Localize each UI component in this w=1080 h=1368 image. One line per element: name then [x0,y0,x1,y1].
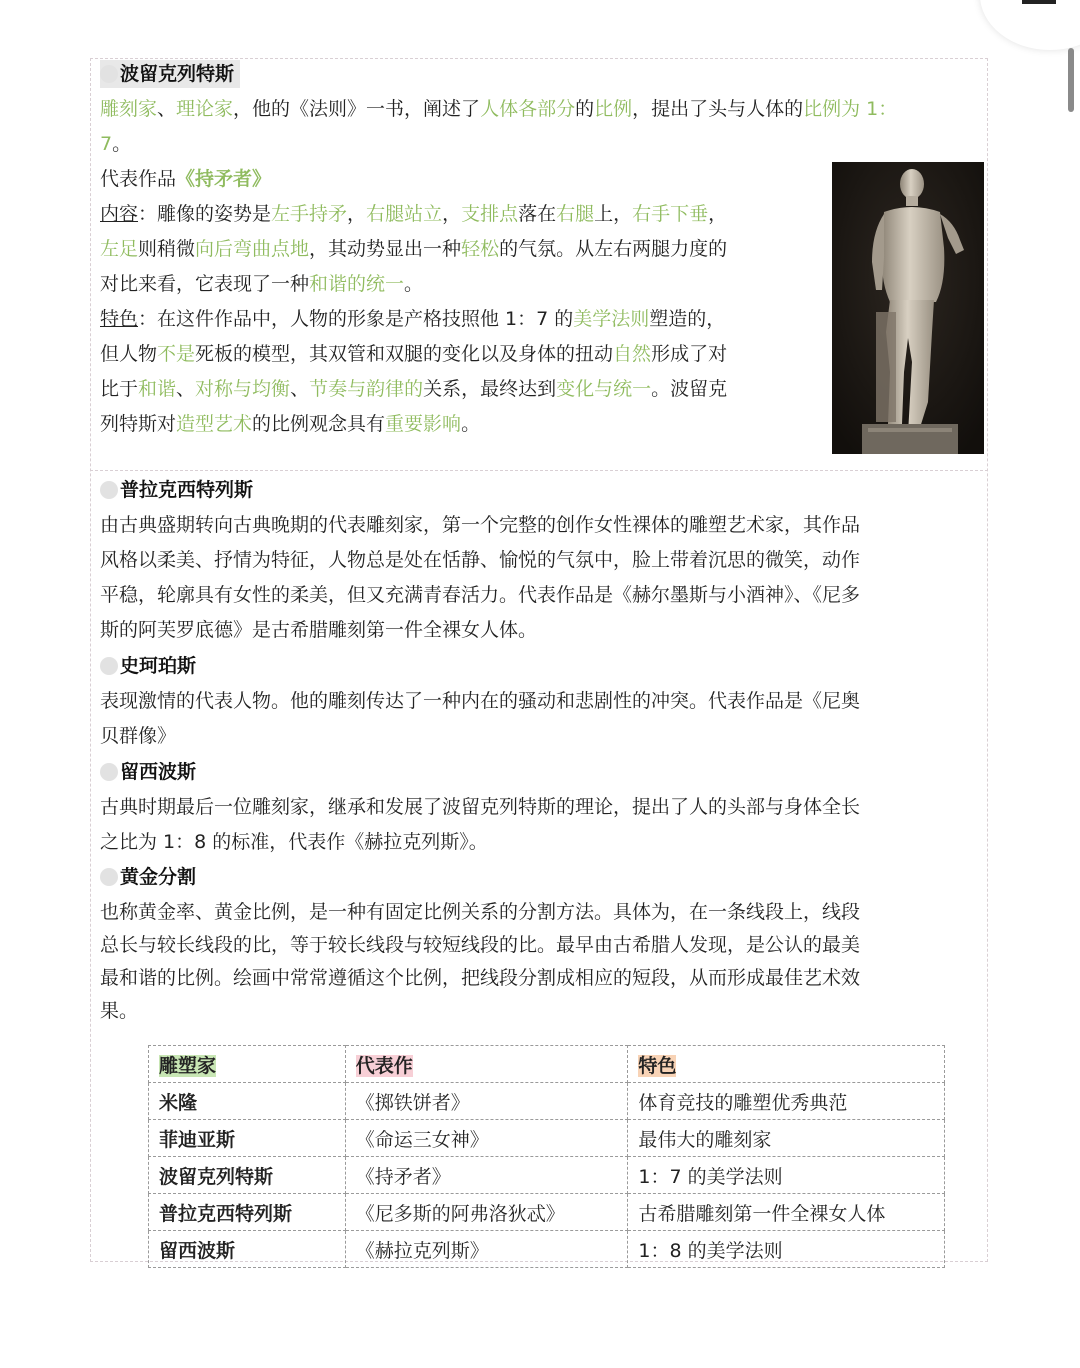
scrollbar[interactable] [1068,48,1074,112]
highlight-text: 支排点 [461,203,519,225]
highlight-text: 美学法则 [573,308,650,330]
highlight-text: 雕刻家 [100,98,158,120]
text: 代表作品 [100,168,177,190]
menu-bar-icon[interactable] [1022,0,1056,4]
cell-feature: 古希腊雕刻第一件全裸女人体 [628,1194,945,1231]
text-line: 平稳，轮廓具有女性的柔美，但又充满青春活力。代表作品是《赫尔墨斯与小酒神》、《尼多 [100,584,861,606]
text: 。 [461,413,481,435]
header-text: 雕塑家 [159,1054,217,1077]
text: 落在 [518,203,557,225]
highlight-text: 7 [100,133,113,155]
table-row [149,1120,945,1157]
highlight-text: 理论家 [176,98,234,120]
cell-feature: 1：7 的美学法则 [628,1157,945,1194]
text: 。 [404,273,424,295]
cell-work: 《持矛者》 [345,1157,628,1194]
text: 塑造的， [649,308,726,330]
highlight-text: 轻松 [461,238,500,260]
polykleitos-body [100,162,825,442]
text: ， [708,203,728,225]
text: ，其动势显出一种 [309,238,462,260]
corner-badge [980,0,1080,50]
text: 、 [290,378,310,400]
cell-sculptor: 米隆 [149,1083,346,1120]
text-line: 风格以柔美、抒情为特征，人物总是处在恬静、愉悦的气氛中，脸上带着沉思的微笑，动作 [100,549,861,571]
text: 的 [575,98,595,120]
work-title: 《持矛者》 [176,168,272,190]
highlight-text: 节奏与韵律的 [309,378,424,400]
content-paragraph [100,197,825,302]
highlight-text: 对称与均衡 [195,378,291,400]
bullet-icon [100,763,118,781]
text-line: 斯的阿芙罗底德》是古希腊雕刻第一件全裸女人体。 [100,619,538,641]
bullet-icon [100,657,118,675]
text: 比于 [100,378,139,400]
table-row [149,1157,945,1194]
highlight-text: 造型艺术 [176,413,253,435]
text: 死板的模型，其双管和双腿的变化以及身体的扭动 [195,343,614,365]
cell-sculptor: 菲迪亚斯 [149,1120,346,1157]
text: ：雕像的姿势是 [138,203,272,225]
text: 但人物 [100,343,158,365]
text: 。波留克 [651,378,728,400]
text: 对比来看，它表现了一种 [100,273,310,295]
cell-feature: 最伟大的雕刻家 [628,1120,945,1157]
section-divider [90,470,988,471]
cell-work: 《尼多斯的阿弗洛狄忒》 [345,1194,628,1231]
header-work [345,1046,628,1083]
text-line: 贝群像》 [100,725,177,747]
heading-text: 波留克列特斯 [120,63,235,85]
text-line: 之比为 1：8 的标准，代表作《赫拉克列斯》。 [100,831,488,853]
heading-text: 普拉克西特列斯 [120,479,254,501]
text: ， [442,203,462,225]
table-header-row [149,1046,945,1083]
table-row [149,1083,945,1120]
bullet-icon [100,65,118,83]
golden-ratio-paragraph [100,896,980,1028]
praxiteles-paragraph [100,508,980,648]
highlight-text: 人体各部分 [480,98,576,120]
cell-feature: 1：8 的美学法则 [628,1231,945,1268]
highlight-text: 右腿 [556,203,595,225]
highlight-text: 和谐的统一 [309,273,405,295]
feature-label: 特色 [100,308,139,330]
text-line: 果。 [100,1000,139,1022]
highlight-text: 和谐 [138,378,177,400]
cell-work: 《赫拉克列斯》 [345,1231,628,1268]
text: ， [347,203,367,225]
heading-polykleitos [100,60,240,88]
polykleitos-intro [100,92,980,162]
text-line: 由古典盛期转向古典晚期的代表雕刻家，第一个完整的创作女性裸体的雕塑艺术家，其作品 [100,514,861,536]
text: 、 [157,98,177,120]
text: 、 [176,378,196,400]
scopas-paragraph [100,684,980,754]
highlight-text: 比例 [594,98,633,120]
text: 的气氛。从左右两腿力度的 [499,238,728,260]
heading-scopas [100,652,196,680]
highlight-text: 右手下垂 [632,203,709,225]
heading-text: 黄金分割 [120,866,197,888]
header-text: 代表作 [355,1054,413,1077]
text: 。 [112,133,132,155]
text: 则稍微 [138,238,196,260]
highlight-text: 不是 [157,343,196,365]
cell-sculptor: 波留克列特斯 [149,1157,346,1194]
sculptor-table [148,1045,945,1268]
header-sculptor [149,1046,346,1083]
doryphoros-statue-image [832,162,984,454]
highlight-text: 比例为 1： [803,98,898,120]
heading-golden-ratio [100,863,196,891]
text: 关系，最终达到 [423,378,557,400]
bullet-icon [100,868,118,886]
text: 形成了对 [651,343,728,365]
work-line [100,162,825,197]
text: ，他的《法则》一书，阐述了 [233,98,481,120]
text: 的比例观念具有 [252,413,386,435]
cell-sculptor: 普拉克西特列斯 [149,1194,346,1231]
table-row [149,1231,945,1268]
content-label: 内容 [100,203,139,225]
highlight-text: 右腿站立 [366,203,443,225]
text-line: 总长与较长线段的比，等于较长线段与较短线段的比。最早由古希腊人发现，是公认的最美 [100,934,861,956]
text: ，提出了头与人体的 [632,98,804,120]
highlight-text: 变化与统一 [556,378,652,400]
highlight-text: 重要影响 [385,413,462,435]
heading-text: 留西波斯 [120,761,197,783]
cell-work: 《掷铁饼者》 [345,1083,628,1120]
heading-lysippos [100,758,196,786]
feature-paragraph [100,302,825,442]
text-line: 古典时期最后一位雕刻家，继承和发展了波留克列特斯的理论，提出了人的头部与身体全长 [100,796,861,818]
text: 列特斯对 [100,413,177,435]
header-feature [628,1046,945,1083]
text: 上， [594,203,633,225]
cell-sculptor: 留西波斯 [149,1231,346,1268]
text-line: 最和谐的比例。绘画中常常遵循这个比例，把线段分割成相应的短段，从而形成最佳艺术效 [100,967,861,989]
highlight-text: 左足 [100,238,139,260]
text: ：在这件作品中，人物的形象是产格技照他 1：7 的 [138,308,574,330]
highlight-text: 自然 [613,343,652,365]
highlight-text: 向后弯曲点地 [195,238,310,260]
table-row [149,1194,945,1231]
text-line: 也称黄金率、黄金比例，是一种有固定比例关系的分割方法。具体为，在一条线段上，线段 [100,901,861,923]
cell-feature: 体育竞技的雕塑优秀典范 [628,1083,945,1120]
heading-praxiteles [100,476,253,504]
bullet-icon [100,481,118,499]
text-line: 表现激情的代表人物。他的雕刻传达了一种内在的骚动和悲剧性的冲突。代表作品是《尼奥 [100,690,861,712]
cell-work: 《命运三女神》 [345,1120,628,1157]
heading-text: 史珂珀斯 [120,655,197,677]
header-text: 特色 [638,1054,677,1077]
highlight-text: 左手持矛 [271,203,348,225]
lysippos-paragraph [100,790,980,860]
